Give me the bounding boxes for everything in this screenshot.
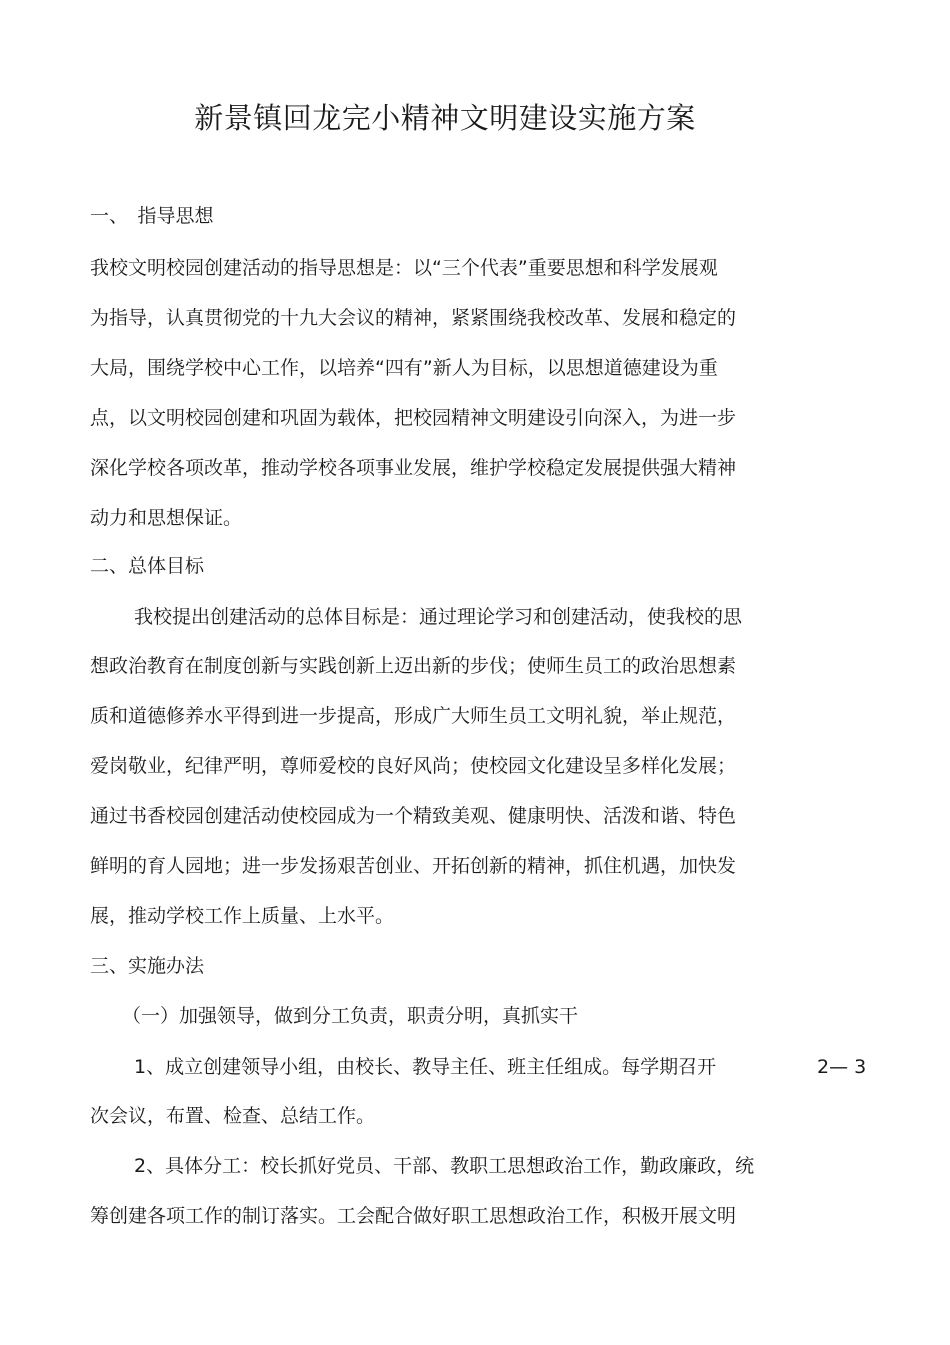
paragraph-line: 大局，围绕学校中心工作，以培养“四有”新人为目标，以思想道德建设为重 [90,357,718,379]
paragraph-line: 我校提出创建活动的总体目标是：通过理论学习和创建活动，使我校的思 [134,606,743,628]
section-1-heading: 一、 指导思想 [90,205,214,227]
meeting-count: 2— 3 [817,1056,867,1078]
paragraph-line: 次会议，布置、检查、总结工作。 [90,1105,376,1127]
paragraph-line: 通过书香校园创建活动使校园成为一个精致美观、健康明快、活泼和谐、特色 [90,805,737,827]
paragraph-line: 2、具体分工：校长抓好党员、干部、教职工思想政治工作，勤政廉政，统 [134,1155,755,1177]
paragraph-line: 质和道德修养水平得到进一步提高，形成广大师生员工文明礼貌，举止规范， [90,705,737,727]
section-3-heading: 三、实施办法 [90,955,205,977]
paragraph-line: 想政治教育在制度创新与实践创新上迈出新的步伐；使师生员工的政治思想素 [90,655,737,677]
paragraph-line: 展，推动学校工作上质量、上水平。 [90,905,395,927]
section-2-heading: 二、总体目标 [90,555,205,577]
paragraph-line: 鲜明的育人园地；进一步发扬艰苦创业、开拓创新的精神，抓住机遇，加快发 [90,855,737,877]
paragraph-line: 筹创建各项工作的制订落实。工会配合做好职工思想政治工作，积极开展文明 [90,1205,737,1227]
paragraph-line: 我校文明校园创建活动的指导思想是：以“三个代表”重要思想和科学发展观 [90,257,718,279]
document-title: 新景镇回龙完小精神文明建设实施方案 [194,101,696,135]
paragraph-line: 1、成立创建领导小组，由校长、教导主任、班主任组成。每学期召开 [134,1056,717,1078]
paragraph-line: 为指导，认真贯彻党的十九大会议的精神，紧紧围绕我校改革、发展和稳定的 [90,307,737,329]
subsection-heading: （一）加强领导，做到分工负责，职责分明，真抓实干 [122,1005,579,1027]
paragraph-line: 点，以文明校园创建和巩固为载体，把校园精神文明建设引向深入，为进一步 [90,407,737,429]
paragraph-line: 爱岗敬业，纪律严明，尊师爱校的良好风尚；使校园文化建设呈多样化发展； [90,755,737,777]
paragraph-line: 动力和思想保证。 [90,507,243,529]
paragraph-line: 深化学校各项改革，推动学校各项事业发展，维护学校稳定发展提供强大精神 [90,457,737,479]
